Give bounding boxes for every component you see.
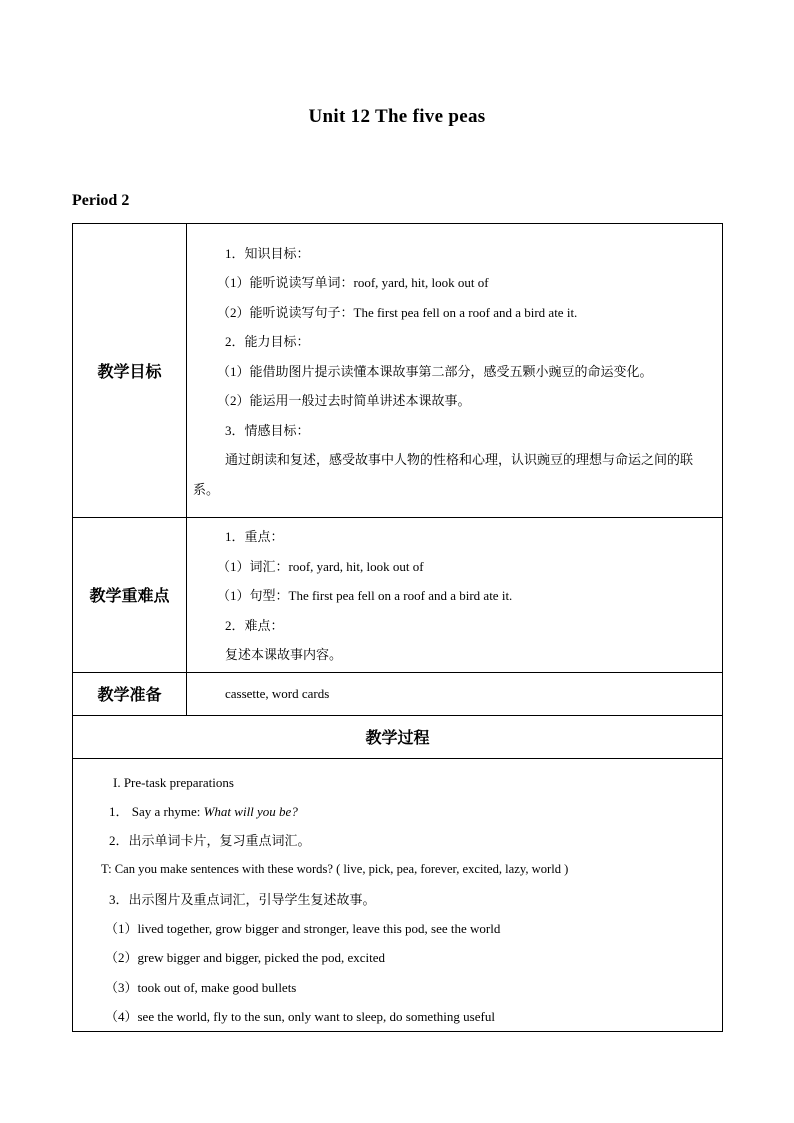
key-points-content: [187, 518, 723, 673]
key-point-line: 复述本课故事内容。: [225, 647, 343, 662]
objective-line: （2）能听说读写句子：The first pea fell on a roof and a bird ate it.: [217, 304, 578, 320]
preparation-label: 教学准备: [73, 672, 187, 715]
step1-prefix: 1． Say a rhyme:: [109, 803, 204, 819]
period-label: Period 2: [72, 192, 130, 209]
process-item: （3）took out of, make good bullets: [105, 979, 297, 995]
process-item: （2）grew bigger and bigger, picked the pod, excited: [105, 950, 385, 966]
process-step-3: 3．出示图片及重点词汇，引导学生复述故事。: [109, 891, 376, 907]
process-row: [73, 758, 723, 1032]
process-header-row: [73, 715, 723, 758]
key-point-line: 2．难点：: [225, 617, 284, 633]
teacher-question: T: Can you make sentences with these words? ( live, pick, pea, forever, excited, lazy, world ): [101, 862, 569, 877]
lesson-plan-table: [72, 223, 723, 1032]
process-content: [73, 758, 723, 1032]
objective-line: 1．知识目标：: [225, 245, 310, 261]
objective-line: （2）能运用一般过去时简单讲述本课故事。: [217, 393, 471, 409]
objective-line: 3．情感目标：: [225, 422, 310, 438]
process-item: （4）see the world, fly to the sun, only want to sleep, do something useful: [105, 1008, 495, 1024]
objective-line: （1）能借助图片提示读懂本课故事第二部分，感受五颗小豌豆的命运变化。: [217, 363, 653, 379]
objective-line: 通过朗读和复述，感受故事中人物的性格和心理，认识豌豆的理想与命运之间的联系。: [193, 452, 694, 497]
process-step-2: 2．出示单词卡片，复习重点词汇。: [109, 833, 311, 849]
process-step-1: [109, 797, 716, 826]
key-point-line: （1）词汇：roof, yard, hit, look out of: [217, 558, 424, 574]
document-title: Unit 12 The five peas: [308, 106, 486, 127]
objectives-content: [187, 224, 723, 518]
objectives-label: 教学目标: [73, 224, 187, 518]
objective-line: 2．能力目标：: [225, 334, 310, 350]
step1-rhyme: What will you be?: [203, 803, 298, 819]
process-item: （1）lived together, grow bigger and stronger, leave this pod, see the world: [105, 920, 501, 936]
key-point-line: 1．重点：: [225, 529, 284, 544]
preparation-row: [73, 672, 723, 715]
process-heading: 教学过程: [73, 715, 723, 758]
objectives-row: [73, 224, 723, 518]
preparation-value: cassette, word cards: [187, 672, 723, 715]
key-point-line: （1）句型：The first pea fell on a roof and a bird ate it.: [217, 588, 513, 603]
objective-line: （1）能听说读写单词：roof, yard, hit, look out of: [217, 275, 489, 291]
key-points-label: 教学重难点: [73, 518, 187, 673]
key-points-row: [73, 518, 723, 673]
process-section-heading: I. Pre-task preparations: [113, 774, 234, 790]
